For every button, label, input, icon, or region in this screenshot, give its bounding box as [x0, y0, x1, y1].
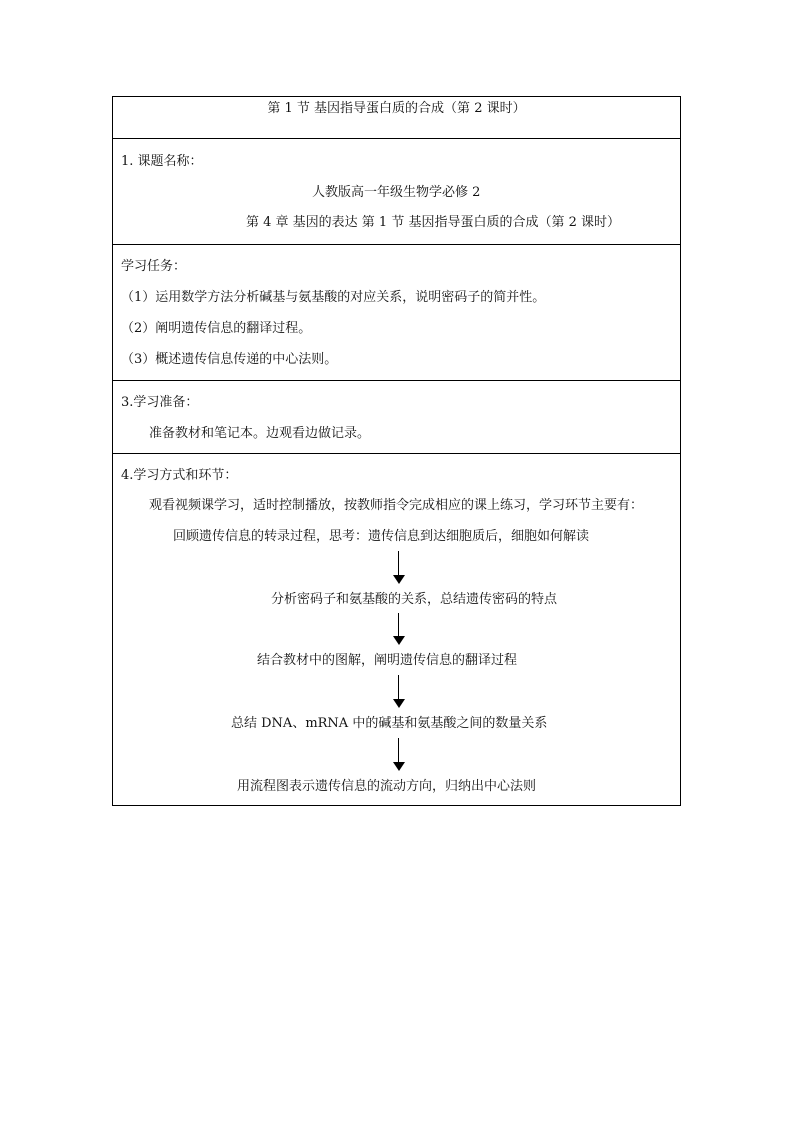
learning-task-item: （2）阐明遗传信息的翻译过程。: [121, 321, 312, 336]
flow-step: 用流程图表示遗传信息的流动方向，归纳出中心法则: [237, 779, 537, 794]
course-name-section: [113, 139, 681, 245]
learning-tasks-label: 学习任务：: [121, 259, 187, 274]
learning-method-label: 4.学习方式和环节：: [121, 468, 238, 483]
learning-method-intro: 观看视频课学习，适时控制播放，按教师指令完成相应的课上练习，学习环节主要有：: [149, 498, 644, 513]
flow-step: 回顾遗传信息的转录过程，思考：遗传信息到达细胞质后，细胞如何解读: [173, 529, 590, 544]
flow-step: 结合教材中的图解，阐明遗传信息的翻译过程: [257, 653, 518, 668]
learning-task-item: （3）概述遗传信息传递的中心法则。: [121, 352, 338, 367]
course-name-line-1: 人教版高一年级生物学必修 2: [312, 185, 481, 200]
flow-down-arrow-icon: [393, 738, 405, 771]
flow-down-arrow-icon: [393, 675, 405, 708]
learning-tasks-section: [113, 245, 681, 381]
preparation-section: [113, 381, 681, 454]
course-name-label: 1. 课题名称：: [121, 154, 203, 169]
preparation-text: 准备教材和笔记本。边观看边做记录。: [149, 426, 371, 441]
learning-method-section: [113, 454, 681, 806]
flow-step: 总结 DNA、mRNA 中的碱基和氨基酸之间的数量关系: [231, 716, 548, 731]
learning-task-item: （1）运用数学方法分析碱基与氨基酸的对应关系，说明密码子的简并性。: [121, 290, 546, 305]
lesson-table: [112, 96, 681, 806]
lesson-title: 第 1 节 基因指导蛋白质的合成（第 2 课时）: [113, 97, 681, 139]
course-name-line-2: 第 4 章 基因的表达 第 1 节 基因指导蛋白质的合成（第 2 课时）: [246, 215, 621, 230]
flow-down-arrow-icon: [393, 551, 405, 584]
preparation-label: 3.学习准备：: [121, 395, 199, 410]
flow-down-arrow-icon: [393, 613, 405, 645]
flow-step: 分析密码子和氨基酸的关系，总结遗传密码的特点: [271, 592, 558, 607]
